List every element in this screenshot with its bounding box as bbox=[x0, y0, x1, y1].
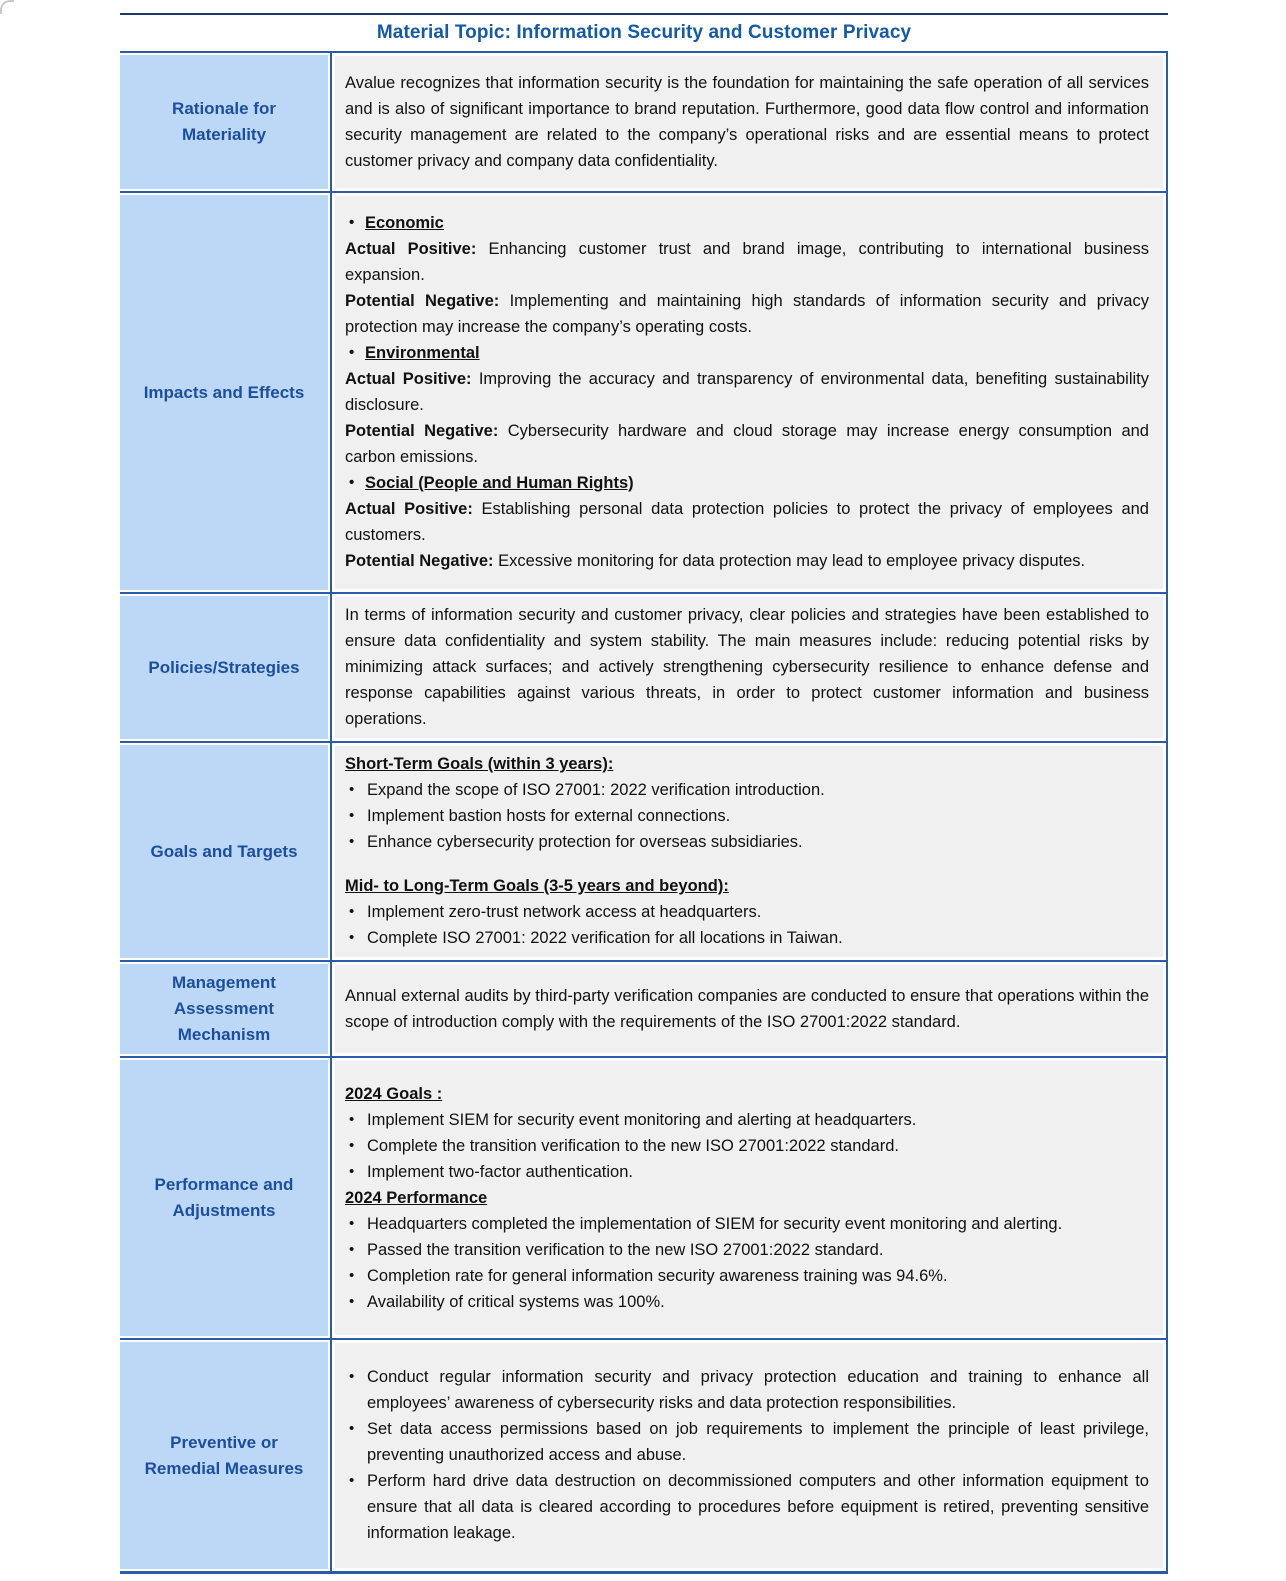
table-title-row bbox=[120, 15, 1168, 51]
spacer bbox=[345, 855, 1149, 873]
material-topic-document bbox=[120, 13, 1168, 1574]
bullet-icon: • bbox=[349, 214, 355, 231]
table-row-policies bbox=[120, 592, 1166, 741]
list-item: • Implement bastion hosts for external connections. bbox=[345, 803, 1149, 829]
row-label-text: Management Assessment Mechanism bbox=[172, 973, 276, 1044]
section-heading bbox=[345, 1185, 1149, 1211]
bullet-icon: • bbox=[349, 1162, 355, 1180]
table-row-performance bbox=[120, 1056, 1166, 1338]
bullet-icon: • bbox=[349, 807, 355, 824]
list-item: • Headquarters completed the implementation of SIEM for security event monitoring and alerting. bbox=[345, 1211, 1149, 1237]
paragraph-lead: Actual Positive: bbox=[345, 500, 473, 518]
material-topic-table bbox=[120, 51, 1168, 1574]
table-row-rationale bbox=[120, 53, 1166, 191]
row-label-text: Preventive or Remedial Measures bbox=[144, 1432, 304, 1478]
bulleted-heading-text: Environmental bbox=[365, 344, 480, 362]
bulleted-heading-text: Economic bbox=[365, 214, 444, 232]
bullet-icon: • bbox=[349, 903, 355, 920]
table-row-management bbox=[120, 960, 1166, 1056]
paragraph-lead: Actual Positive: bbox=[345, 240, 477, 258]
section-heading bbox=[345, 751, 1149, 777]
row-content-body bbox=[335, 196, 1163, 589]
table-row-goals bbox=[120, 741, 1166, 960]
bullet-icon: • bbox=[349, 1420, 355, 1437]
bullet-icon: • bbox=[349, 1266, 355, 1284]
list-item: • Conduct regular information security and privacy protection education and training to enhance all employees’ awareness of cybersecurity risks and data protection responsibilities. bbox=[345, 1364, 1149, 1416]
list-item: • Completion rate for general information security awareness training was 94.6%. bbox=[345, 1263, 1149, 1289]
table-row-impacts bbox=[120, 191, 1166, 592]
bulleted-heading-text: Social (People and Human Rights) bbox=[365, 474, 634, 492]
row-label-goals bbox=[120, 743, 330, 960]
row-content-body bbox=[335, 597, 1163, 738]
labeled-paragraph: Actual Positive: Establishing personal data protection policies to protect the privacy of employees and customers. bbox=[345, 500, 1149, 544]
page-corner-mark bbox=[0, 0, 14, 14]
bulleted-heading bbox=[345, 210, 1149, 236]
list-item: • Complete ISO 27001: 2022 verification for all locations in Taiwan. bbox=[345, 925, 1149, 951]
row-content-rationale bbox=[330, 53, 1166, 191]
bullet-icon: • bbox=[349, 344, 355, 361]
row-label-text: Performance and Adjustments bbox=[154, 1175, 294, 1220]
row-label-management bbox=[120, 962, 330, 1056]
paragraph-lead: Actual Positive: bbox=[345, 370, 472, 388]
labeled-paragraph: Potential Negative: Excessive monitoring for data protection may lead to employee privacy disputes. bbox=[345, 552, 1086, 570]
paragraph: Annual external audits by third-party verification companies are conducted to ensure that operations within the scope of introduction comply with the requirements of the ISO 27001:2022 standard. bbox=[345, 986, 1149, 1031]
list-item: • Implement two-factor authentication. bbox=[345, 1159, 1149, 1185]
bullet-icon: • bbox=[349, 929, 355, 946]
row-content-management bbox=[330, 962, 1166, 1056]
section-heading bbox=[345, 1081, 1149, 1107]
row-label-text: Impacts and Effects bbox=[143, 382, 305, 402]
labeled-paragraph: Actual Positive: Enhancing customer trust and brand image, contributing to international business expansion. bbox=[345, 240, 1149, 284]
paragraph-lead: Potential Negative: bbox=[345, 292, 500, 310]
row-label-preventive bbox=[120, 1340, 330, 1571]
labeled-paragraph: Potential Negative: Cybersecurity hardware and cloud storage may increase energy consumption and carbon emissions. bbox=[345, 422, 1149, 466]
row-content-body bbox=[335, 965, 1163, 1053]
bullet-icon: • bbox=[349, 1110, 355, 1128]
bullet-icon: • bbox=[349, 1472, 355, 1489]
row-content-body bbox=[335, 56, 1163, 188]
section-heading-text: 2024 Goals : bbox=[345, 1084, 443, 1103]
row-content-preventive bbox=[330, 1340, 1166, 1571]
list-item: • Expand the scope of ISO 27001: 2022 verification introduction. bbox=[345, 777, 1149, 803]
bullet-icon: • bbox=[349, 1240, 355, 1258]
row-label-rationale bbox=[120, 53, 330, 191]
bullet-icon: • bbox=[349, 1368, 355, 1385]
row-content-body bbox=[335, 1061, 1163, 1335]
row-label-text: Policies/Strategies bbox=[148, 657, 300, 677]
list-item: • Set data access permissions based on job requirements to implement the principle of least privilege, preventing unauthorized access and abuse. bbox=[345, 1416, 1149, 1468]
paragraph-lead: Potential Negative: bbox=[345, 422, 499, 440]
bullet-icon: • bbox=[349, 781, 355, 798]
list-item: • Availability of critical systems was 100%. bbox=[345, 1289, 1149, 1315]
paragraph: In terms of information security and customer privacy, clear policies and strategies have been established to ensure data confidentiality and system stability. The main measures include: reducing potential risks by minimizing attack surfaces; and actively strengthening cybersecurity resilience to enhance defense and response capabilities against various threats, in order to protect customer information and business operations. bbox=[345, 606, 1149, 728]
list-item: • Implement SIEM for security event monitoring and alerting at headquarters. bbox=[345, 1107, 1149, 1133]
bullet-icon: • bbox=[349, 1214, 355, 1232]
bulleted-heading bbox=[345, 470, 1149, 496]
paragraph: Avalue recognizes that information security is the foundation for maintaining the safe operation of all services and is also of significant importance to brand reputation. Furthermore, good data flow control and information security management are related to the company’s operational risks and are essential means to protect customer privacy and company data confidentiality. bbox=[345, 73, 1149, 170]
list-item: • Complete the transition verification to the new ISO 27001:2022 standard. bbox=[345, 1133, 1149, 1159]
row-label-performance bbox=[120, 1058, 330, 1338]
list-item: • Passed the transition verification to the new ISO 27001:2022 standard. bbox=[345, 1237, 1149, 1263]
bullet-icon: • bbox=[349, 833, 355, 850]
row-content-goals bbox=[330, 743, 1166, 960]
page-title: Material Topic: Information Security and Customer Privacy bbox=[376, 22, 912, 43]
labeled-paragraph: Actual Positive: Improving the accuracy and transparency of environmental data, benefiting sustainability disclosure. bbox=[345, 370, 1149, 414]
section-heading-text: Mid- to Long-Term Goals (3-5 years and beyond): bbox=[345, 877, 729, 895]
bullet-icon: • bbox=[349, 1136, 355, 1154]
row-content-body bbox=[335, 746, 1163, 957]
table-row-preventive bbox=[120, 1338, 1166, 1571]
row-content-body bbox=[335, 1343, 1163, 1568]
list-item: • Implement zero-trust network access at headquarters. bbox=[345, 899, 1149, 925]
section-heading bbox=[345, 873, 1149, 899]
bullet-icon: • bbox=[349, 474, 355, 491]
section-heading-text: Short-Term Goals (within 3 years): bbox=[345, 755, 614, 773]
row-label-text: Rationale for Materiality bbox=[172, 99, 276, 144]
row-label-impacts bbox=[120, 193, 330, 592]
row-content-impacts bbox=[330, 193, 1166, 592]
list-item: • Perform hard drive data destruction on decommissioned computers and other information equipment to ensure that all data is cleared according to procedures before equipment is retired, preventing sensitive information leakage. bbox=[345, 1468, 1149, 1546]
row-content-policies bbox=[330, 594, 1166, 741]
row-label-text: Goals and Targets bbox=[150, 841, 298, 861]
bulleted-heading bbox=[345, 340, 1149, 366]
row-content-performance bbox=[330, 1058, 1166, 1338]
table-rows bbox=[120, 53, 1166, 1571]
section-heading-text: 2024 Performance bbox=[345, 1188, 488, 1207]
list-item: • Enhance cybersecurity protection for overseas subsidiaries. bbox=[345, 829, 1149, 855]
bullet-icon: • bbox=[349, 1292, 355, 1310]
labeled-paragraph: Potential Negative: Implementing and maintaining high standards of information security and privacy protection may increase the company’s operating costs. bbox=[345, 292, 1149, 336]
row-label-policies bbox=[120, 594, 330, 741]
paragraph-lead: Potential Negative: bbox=[345, 552, 494, 570]
